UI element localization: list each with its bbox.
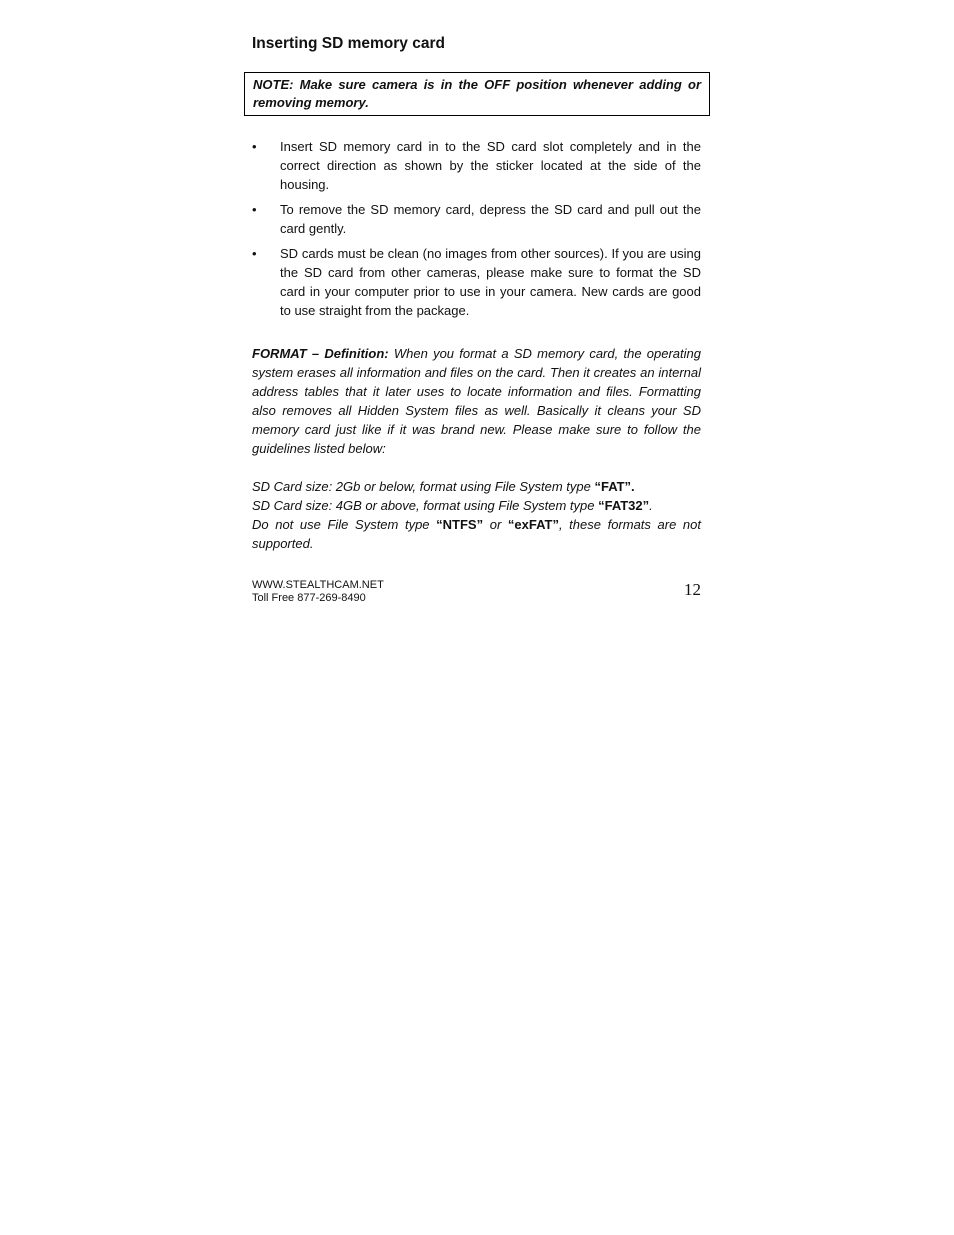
list-item-text: SD cards must be clean (no images from other sources). If you are using the SD card from other cameras, please make sure to format the SD card in your computer prior to use in your camera. New cards are good to use straight from the package. [280, 246, 701, 318]
guideline-text: SD Card size: 4GB or above, format using File System type [252, 498, 599, 513]
page-footer [252, 579, 701, 605]
footer-phone: Toll Free 877-269-8490 [252, 592, 366, 604]
guideline-punct: . [649, 498, 653, 513]
filesystem-ntfs: “NTFS” [436, 517, 484, 532]
note-box: NOTE: Make sure camera is in the OFF position whenever adding or removing memory. [244, 72, 710, 116]
list-item [252, 200, 701, 238]
instruction-list [252, 137, 701, 326]
format-guidelines [252, 477, 701, 553]
list-item-text: Insert SD memory card in to the SD card slot completely and in the correct direction as shown by the sticker located at the side of the housing. [280, 139, 701, 192]
format-label: FORMAT – Definition: [252, 346, 389, 361]
manual-page [252, 34, 701, 604]
list-item [252, 244, 701, 320]
filesystem-fat32: “FAT32” [598, 498, 650, 513]
bullet-icon: • [252, 139, 257, 154]
page-number: 12 [684, 580, 701, 599]
list-item-text: To remove the SD memory card, depress the SD card and pull out the card gently. [280, 202, 701, 236]
guideline-text: or [483, 517, 508, 532]
bullet-icon: • [252, 202, 257, 217]
bullet-icon: • [252, 246, 257, 261]
guideline-text: , these formats are not supported. [252, 517, 701, 551]
filesystem-exfat: “exFAT” [507, 517, 559, 532]
footer-website: WWW.STEALTHCAM.NET [252, 579, 384, 591]
guideline-unsupported [252, 515, 701, 553]
guideline-2gb [252, 477, 701, 496]
list-item [252, 137, 701, 194]
guideline-4gb [252, 496, 701, 515]
format-text: When you format a SD memory card, the operating system erases all information and files on the card. Then it creates an internal address tables that it later uses to locate information and files. Formatting also removes all Hidden System files as well. Basically it cleans your SD memory card just like if it was brand new. Please make sure to follow the guidelines listed below: [252, 346, 701, 456]
guideline-text: SD Card size: 2Gb or below, format using File System type [252, 479, 595, 494]
guideline-text: Do not use File System type [252, 517, 437, 532]
format-definition [252, 344, 701, 458]
filesystem-fat: “FAT”. [594, 479, 635, 494]
section-heading: Inserting SD memory card [252, 35, 445, 52]
